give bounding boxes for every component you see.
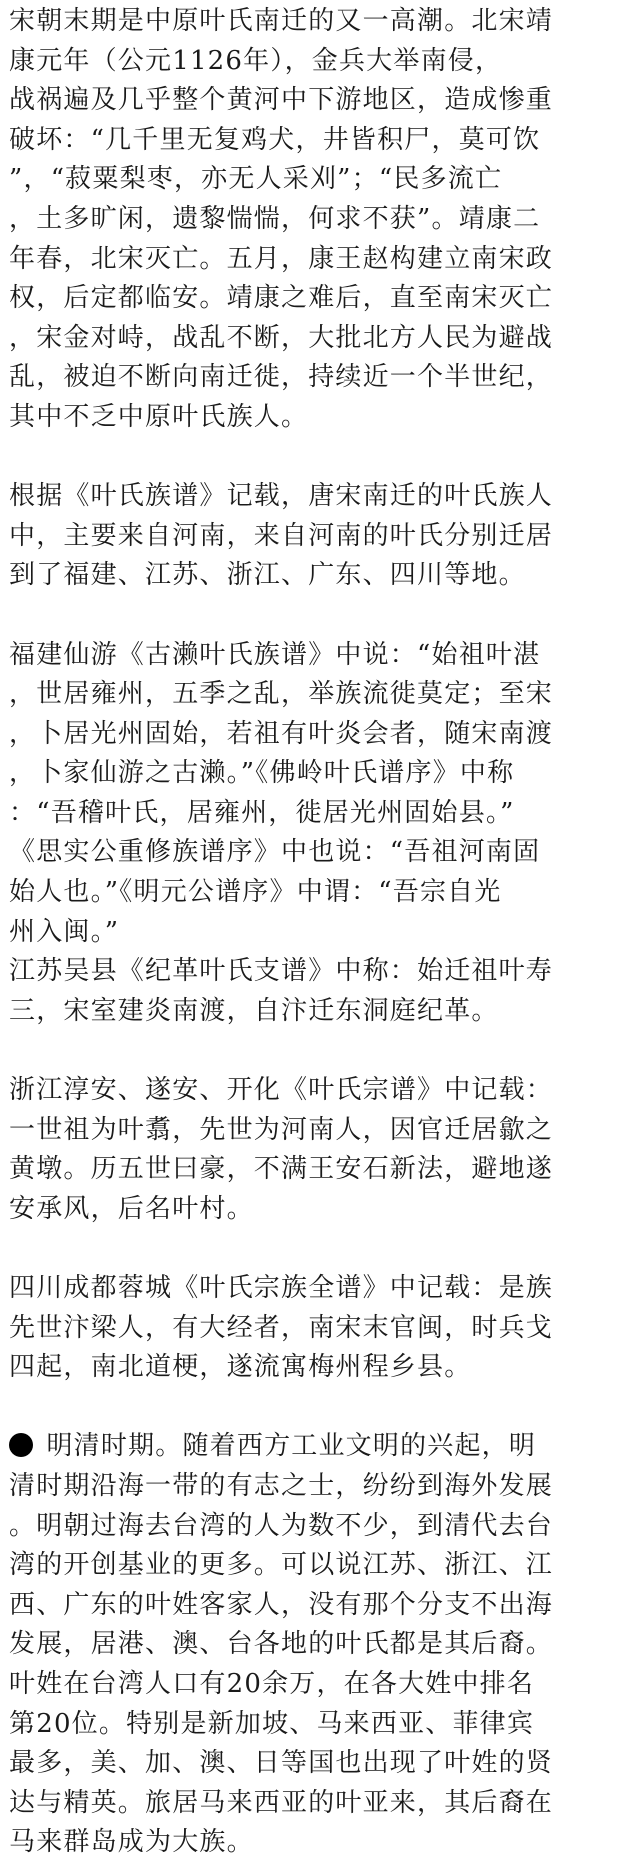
text-line: ：“吾稽叶氏，居雍州，徙居光州固始县。” <box>9 797 515 828</box>
paragraph-spacer <box>9 596 634 636</box>
text-line: 达与精英。旅居马来西亚的叶亚来，其后裔在 <box>9 1787 554 1818</box>
text-line: 乱，被迫不断向南迁徙，持续近一个半世纪， <box>9 362 554 393</box>
text-line: 中，主要来自河南，来自河南的叶氏分别迁居 <box>9 520 554 551</box>
paragraph-spacer <box>9 1229 634 1269</box>
paragraph-song-migration <box>9 2 634 438</box>
text-line: 安承风，后名叶村。 <box>9 1193 254 1224</box>
text-line-with-bullet <box>9 1427 634 1467</box>
filled-circle-bullet-icon <box>9 1433 33 1457</box>
text-line: 根据《叶氏族谱》记载，唐宋南迁的叶氏族人 <box>9 481 554 512</box>
text-line: 江苏吴县《纪革叶氏支谱》中称：始迁祖叶寿 <box>9 956 554 987</box>
text-line: 福建仙游《古濑叶氏族谱》中说：“始祖叶湛 <box>9 639 541 670</box>
text-line: 四起，南北道梗，遂流寓梅州程乡县。 <box>9 1352 472 1383</box>
text-line: ，卜居光州固始，若祖有叶炎会者，随宋南渡 <box>9 718 554 749</box>
text-line: 其中不乏中原叶氏族人。 <box>9 401 309 432</box>
text-line: 年春，北宋灭亡。五月，康王赵构建立南宋政 <box>9 243 554 274</box>
paragraph-spacer <box>9 1388 634 1428</box>
text-line: 破坏：“几千里无复鸡犬，井皆积尸，莫可饮 <box>9 124 541 155</box>
text-line: 战祸遍及几乎整个黄河中下游地区，造成惨重 <box>9 85 554 116</box>
paragraph-spacer <box>9 438 634 478</box>
text-line: 宋朝末期是中原叶氏南迁的又一高潮。北宋靖 <box>9 6 554 36</box>
text-line: ，宋金对峙，战乱不断，大批北方人民为避战 <box>9 322 554 353</box>
text-line: 到了福建、江苏、浙江、广东、四川等地。 <box>9 560 526 591</box>
text-line: ，卜家仙游之古濑。”《佛岭叶氏谱序》中称 <box>9 758 515 789</box>
text-line: ”，“菽粟梨枣，亦无人采刈”；“民多流亡 <box>9 164 503 195</box>
text-line: 黄墩。历五世曰豪，不满王安石新法，避地遂 <box>9 1154 554 1185</box>
paragraph-zhejiang <box>9 1071 634 1229</box>
paragraph-spacer <box>9 1031 634 1071</box>
paragraph-fujian-jiangsu <box>9 636 634 1032</box>
text-line: 马来群岛成为大族。 <box>9 1827 254 1858</box>
text-line: 康元年（公元1126年），金兵大举南侵， <box>9 45 503 76</box>
section-heading-text: 明清时期。随着西方工业文明的兴起，明 <box>37 1431 537 1462</box>
section-ming-qing <box>9 1427 634 1863</box>
text-line: 《思实公重修族谱序》中也说：“吾祖河南固 <box>9 837 541 868</box>
text-line: 三，宋室建炎南渡，自汴迁东洞庭纪革。 <box>9 995 499 1026</box>
text-line: 西、广东的叶姓客家人，没有那个分支不出海 <box>9 1589 554 1620</box>
text-line: 叶姓在台湾人口有20余万，在各大姓中排名 <box>9 1668 535 1699</box>
text-line: 一世祖为叶翥，先世为河南人，因官迁居歙之 <box>9 1114 554 1145</box>
text-line: 最多，美、加、澳、日等国也出现了叶姓的贤 <box>9 1748 554 1779</box>
text-line: ，土多旷闲，遗黎惴惴，何求不获”。靖康二 <box>9 203 541 234</box>
text-line: 州入闽。” <box>9 916 120 947</box>
text-line: 浙江淳安、遂安、开化《叶氏宗谱》中记载： <box>9 1075 554 1106</box>
text-line: 。明朝过海去台湾的人为数不少，到清代去台 <box>9 1510 554 1541</box>
text-line: 四川成都蓉城《叶氏宗族全谱》中记载：是族 <box>9 1273 554 1303</box>
text-line: 先世汴梁人，有大经者，南宋末官闽，时兵戈 <box>9 1312 554 1343</box>
text-line: 湾的开创基业的更多。可以说江苏、浙江、江 <box>9 1550 554 1581</box>
text-line: 始人也。”《明元公谱序》中谓：“吾宗自光 <box>9 877 502 908</box>
text-line: ，世居雍州，五季之乱，举族流徙莫定；至宋 <box>9 679 554 710</box>
paragraph-genealogy-summary <box>9 477 634 596</box>
text-line: 发展，居港、澳、台各地的叶氏都是其后裔。 <box>9 1629 554 1660</box>
text-line: 权，后定都临安。靖康之难后，直至南宋灭亡 <box>9 283 554 314</box>
text-line: 清时期沿海一带的有志之士，纷纷到海外发展 <box>9 1470 554 1501</box>
paragraph-sichuan <box>9 1269 634 1388</box>
text-line: 第20位。特别是新加坡、马来西亚、菲律宾 <box>9 1708 535 1739</box>
